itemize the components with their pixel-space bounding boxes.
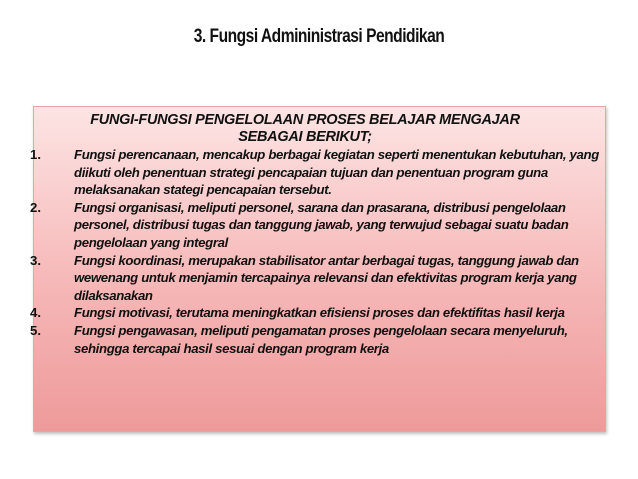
list-item-text: Fungsi perencanaan, mencakup berbagai kegiatan seperti menentukan kebutuhan, yang diikuti oleh penentuan strategi pencapaian tujuan dan penentuan program guna melaksanakan stategi pencapaian tersebut. (74, 147, 599, 198)
list-item-text: Fungsi organisasi, meliputi personel, sarana dan prasarana, distribusi pengelolaan personel, distribusi tugas dan tanggung jawab, yang terwujud sebagai suatu badan pengelolaan yang integral (74, 199, 569, 250)
slide-title: 3. Fungsi Admininistrasi Pendidikan (193, 26, 445, 47)
list-item (30, 146, 615, 199)
list-item-number: 2. (30, 199, 41, 215)
list-heading: FUNGI-FUNGSI PENGELOLAAN PROSES BELAJAR MENGAJAR SEBAGAI BERIKUT; (90, 112, 520, 145)
list-item-text: Fungsi koordinasi, merupakan stabilisator antar berbagai tugas, tanggung jawab dan wewenang untuk menjamin tercapainya relevansi dan efektivitas program kerja yang dilaksanakan (74, 252, 579, 303)
list-item-number: 5. (30, 322, 41, 338)
content-text-area (30, 112, 615, 357)
list-item (30, 322, 615, 357)
list-item-text: Fungsi motivasi, terutama meningkatkan efisiensi proses dan efektifitas hasil kerja (74, 305, 565, 321)
list-item (30, 252, 615, 305)
list-item (30, 199, 615, 252)
list-item-number: 1. (30, 147, 41, 162)
list-item-number: 3. (30, 252, 41, 268)
list-item (30, 304, 615, 322)
function-list (30, 146, 615, 357)
list-item-number: 4. (30, 305, 41, 321)
list-item-text: Fungsi pengawasan, meliputi pengamatan proses pengelolaan secara menyeluruh, sehingga tercapai hasil sesuai dengan program kerja (74, 322, 568, 356)
